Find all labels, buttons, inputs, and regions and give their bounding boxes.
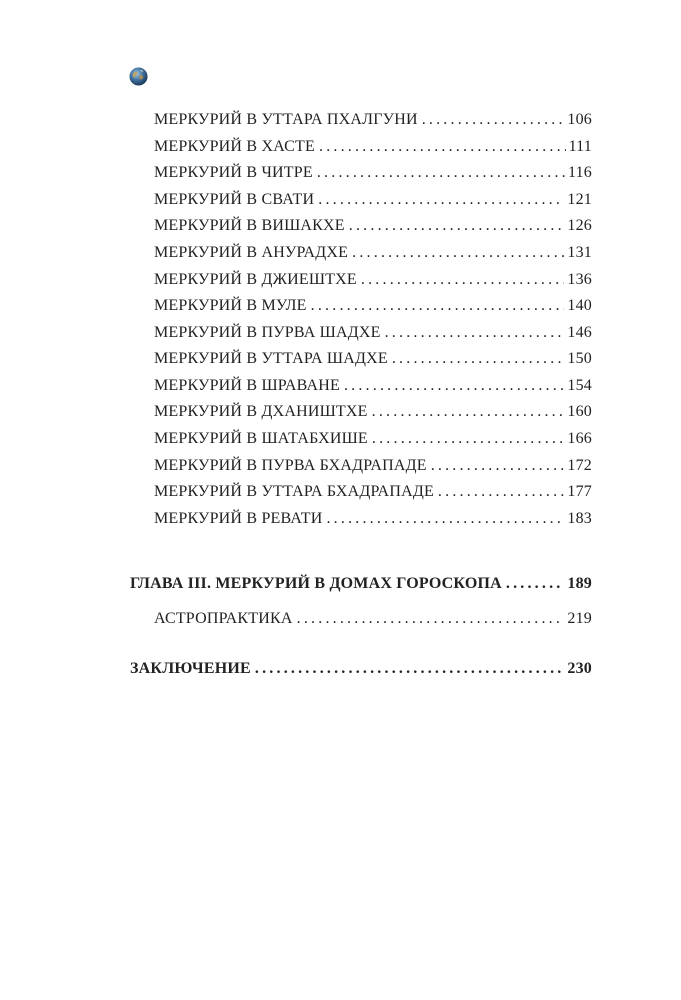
toc-entry-title: МЕРКУРИЙ В ХАСТЕ: [154, 138, 315, 155]
toc-leader: [297, 607, 565, 631]
toc-entry-title: МЕРКУРИЙ В ПУРВА ШАДХЕ: [154, 324, 381, 341]
toc-entry-title: МЕРКУРИЙ В ДХАНИШТХЕ: [154, 403, 368, 420]
toc-chapter-3[interactable]: [130, 572, 592, 596]
toc-entry-title: МЕРКУРИЙ В ШРАВАНЕ: [154, 377, 340, 394]
toc-entry[interactable]: [154, 108, 592, 132]
toc-leader: [311, 294, 565, 318]
toc-page-number: 172: [567, 457, 592, 474]
toc-entry[interactable]: [154, 454, 592, 478]
toc-entry[interactable]: [154, 135, 592, 159]
toc-entry[interactable]: [154, 507, 592, 531]
toc-leader: [361, 268, 565, 292]
toc-leader: [422, 108, 565, 132]
toc-leader: [255, 657, 564, 681]
toc-entry-title: МЕРКУРИЙ В МУЛЕ: [154, 297, 307, 314]
toc-leader: [352, 241, 564, 265]
toc-chapter-title: ГЛАВА III. МЕРКУРИЙ В ДОМАХ ГОРОСКОПА: [130, 575, 502, 592]
toc-entry-title: АСТРОПРАКТИКА: [154, 610, 293, 627]
toc-entry-title: МЕРКУРИЙ В УТТАРА ШАДХЕ: [154, 350, 388, 367]
toc-page-number: 146: [567, 324, 592, 341]
toc-page-number: 140: [567, 297, 592, 314]
toc-entry[interactable]: [154, 294, 592, 318]
toc-entry[interactable]: [154, 347, 592, 371]
toc-entry-astropractice[interactable]: [154, 607, 592, 631]
toc-entry[interactable]: [154, 161, 592, 185]
toc-page-number: 160: [567, 403, 592, 420]
toc-page-number: 126: [567, 217, 592, 234]
toc-page-number: 154: [567, 377, 592, 394]
toc-page-number: 177: [567, 483, 592, 500]
toc-leader: [506, 572, 565, 596]
toc-entry-title: МЕРКУРИЙ В ШАТАБХИШЕ: [154, 430, 368, 447]
toc-page-number: 121: [567, 191, 592, 208]
toc-entry[interactable]: [154, 321, 592, 345]
toc-page-number: 166: [567, 430, 592, 447]
toc-conclusion[interactable]: [130, 657, 592, 681]
toc-page-number: 230: [567, 660, 592, 677]
toc-entry-title: МЕРКУРИЙ В АНУРАДХЕ: [154, 244, 349, 261]
toc-page-number: 136: [567, 271, 592, 288]
toc-page-number: 131: [567, 244, 592, 261]
toc-page-number: 150: [567, 350, 592, 367]
toc-page-number: 106: [567, 111, 592, 128]
toc-leader: [385, 321, 565, 345]
toc-entry[interactable]: [154, 268, 592, 292]
toc-entry-title: МЕРКУРИЙ В УТТАРА БХАДРАПАДЕ: [154, 483, 434, 500]
toc-leader: [372, 400, 565, 424]
toc-leader: [349, 214, 565, 238]
toc-entry[interactable]: [154, 188, 592, 212]
toc-leader: [372, 427, 565, 451]
toc-entry-title: МЕРКУРИЙ В ЧИТРЕ: [154, 164, 313, 181]
toc-entry-title: МЕРКУРИЙ В ВИШАКХЕ: [154, 217, 345, 234]
toc-entry-title: МЕРКУРИЙ В ПУРВА БХАДРАПАДЕ: [154, 457, 427, 474]
toc-entry[interactable]: [154, 427, 592, 451]
toc-entry-title: МЕРКУРИЙ В ДЖИЕШТХЕ: [154, 271, 357, 288]
toc-page-number: 183: [567, 510, 592, 527]
toc-leader: [318, 188, 564, 212]
toc-entry[interactable]: [154, 374, 592, 398]
toc-leader: [392, 347, 565, 371]
toc-leader: [438, 480, 564, 504]
toc-leader: [317, 161, 565, 185]
toc-entry-title: МЕРКУРИЙ В УТТАРА ПХАЛГУНИ: [154, 111, 418, 128]
toc-entry[interactable]: [154, 400, 592, 424]
toc-page-number: 189: [567, 575, 592, 592]
toc-page-number: 116: [567, 164, 592, 181]
toc-leader: [326, 507, 564, 531]
toc-leader: [344, 374, 564, 398]
toc-entry-title: МЕРКУРИЙ В РЕВАТИ: [154, 510, 323, 527]
globe-icon: [129, 67, 148, 86]
toc-entry-title: МЕРКУРИЙ В СВАТИ: [154, 191, 315, 208]
toc-entry[interactable]: [154, 214, 592, 238]
toc-leader: [431, 454, 565, 478]
toc-page-number: 111: [568, 138, 592, 155]
toc-chapter-title: ЗАКЛЮЧЕНИЕ: [130, 660, 251, 677]
toc-entry[interactable]: [154, 480, 592, 504]
toc-leader: [319, 135, 566, 159]
toc-entry[interactable]: [154, 241, 592, 265]
toc-page-number: 219: [567, 610, 592, 627]
